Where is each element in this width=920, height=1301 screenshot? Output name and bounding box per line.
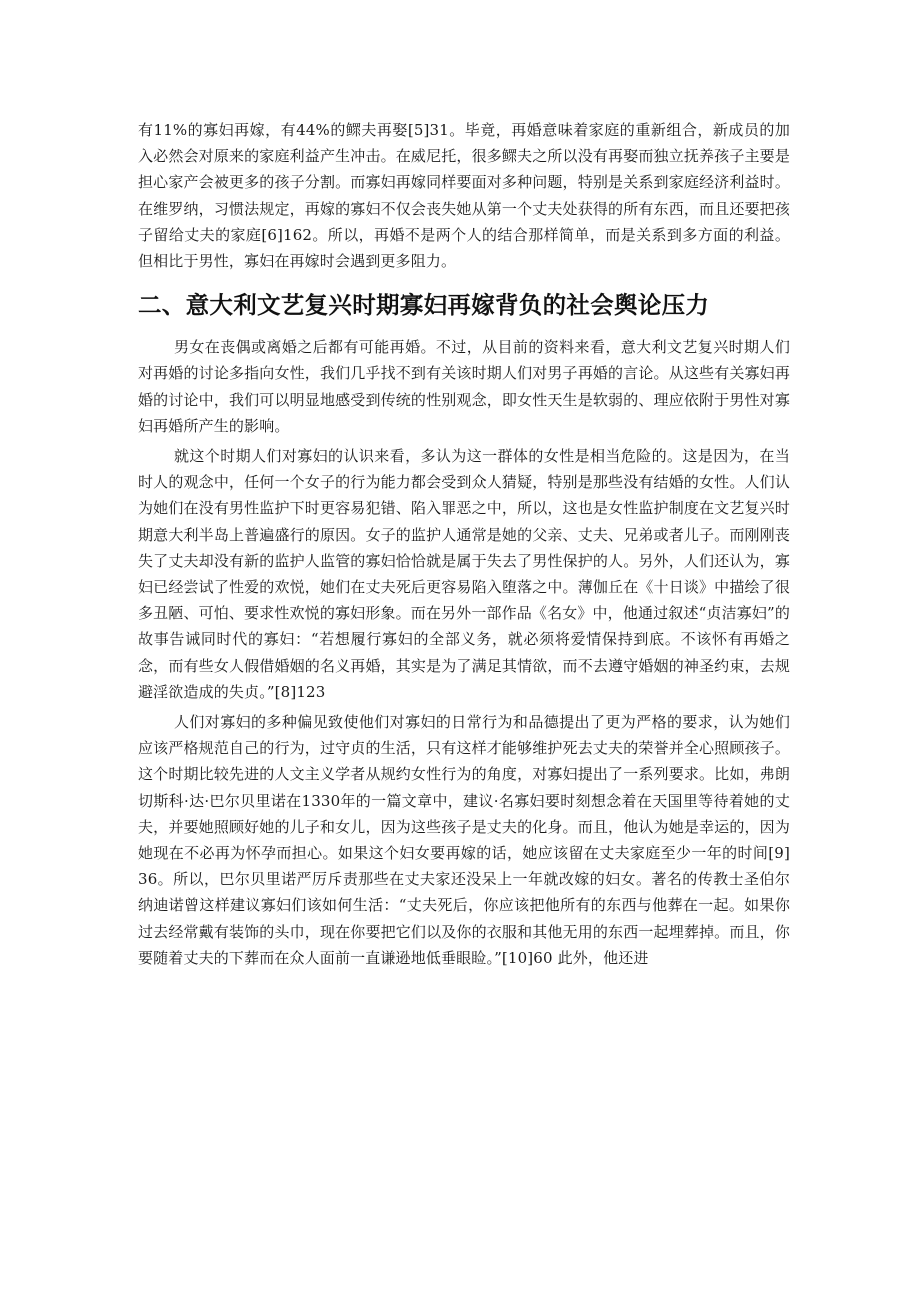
paragraph-widow-requirements: 人们对寡妇的多种偏见致使他们对寡妇的日常行为和品德提出了更为严格的要求，认为她们应该严格规范自己的行为，过守贞的生活，只有这样才能够维护死去丈夫的荣誉并全心照顾孩子。这个时期比较先进的人文主义学者从规约女性行为的角度，对寡妇提出了一系列要求。比如，弗朗切斯科·达·巴尔贝里诺在1330年的一篇文章中，建议·名寡妇要时刻想念着在天国里等待着她的丈夫，并要她照顾好她的儿子和女儿，因为这些孩子是丈夫的化身。而且，他认为她是幸运的，因为她现在不必再为怀孕而担心。如果这个妇女要再嫁的话，她应该留在丈夫家庭至少一年的时间[9]36。所以，巴尔贝里诺严厉斥责那些在丈夫家还没呆上一年就改嫁的妇女。著名的传教士圣伯尔纳迪诺曾这样建议寡妇们该如何生活：“丈夫死后，你应该把他所有的东西与他葬在一起。如果你过去经常戴有装饰的头巾，现在你要把它们以及你的衣服和其他无用的东西一起埋葬掉。而且，你要随着丈夫的下葬而在众人面前一直谦逊地低垂眼睑。”[10]60 此外，他还进: [138, 713, 790, 967]
section-heading: 二、意大利文艺复兴时期寡妇再嫁背负的社会舆论压力: [138, 291, 710, 320]
article-body: [138, 117, 790, 971]
paragraph-continued: 有11%的寡妇再嫁，有44%的鳏夫再娶[5]31。毕竟，再婚意味着家庭的重新组合，新成员的加入必然会对原来的家庭利益产生冲击。在威尼托，很多鳏夫之所以没有再娶而独立抚养孩子主要是担心家产会被更多的孩子分割。而寡妇再嫁同样要面对多种问题，特别是关系到家庭经济利益时。在维罗纳，习惯法规定，再嫁的寡妇不仅会丧失她从第一个丈夫处获得的所有东西，而且还要把孩子留给丈夫的家庭[6]162。所以，再婚不是两个人的结合那样简单，而是关系到多方面的利益。但相比于男性，寡妇在再嫁时会遇到更多阻力。: [138, 121, 790, 271]
paragraph-widow-perception: 就这个时期人们对寡妇的认识来看，多认为这一群体的女性是相当危险的。这是因为，在当时人的观念中，任何一个女子的行为能力都会受到众人猜疑，特别是那些没有结婚的女性。人们认为她们在没有男性监护下时更容易犯错、陷入罪恶之中，所以，这也是女性监护制度在文艺复兴时期意大利半岛上普遍盛行的原因。女子的监护人通常是她的父亲、丈夫、兄弟或者儿子。而刚刚丧失了丈夫却没有新的监护人监管的寡妇恰恰就是属于失去了男性保护的人。另外，人们还认为，寡妇已经尝试了性爱的欢悦，她们在丈夫死后更容易陷入堕落之中。薄伽丘在《十日谈》中描绘了很多丑陋、可怕、要求性欢悦的寡妇形象。而在另外一部作品《名女》中，他通过叙述“贞洁寡妇”的故事告诫同时代的寡妇：“若想履行寡妇的全部义务，就必须将爱情保持到底。不该怀有再婚之念，而有些女人假借婚姻的名义再婚，其实是为了满足其情欲，而不去遵守婚姻的神圣约束，去规避淫欲造成的失贞。”[8]123: [138, 447, 790, 701]
paragraph-remarriage-discussion: 男女在丧偶或离婚之后都有可能再婚。不过，从目前的资料来看，意大利文艺复兴时期人们对再婚的讨论多指向女性，我们几乎找不到有关该时期人们对男子再婚的言论。从这些有关寡妇再婚的讨论中，我们可以明显地感受到传统的性别观念，即女性天生是软弱的、理应依附于男性对寡妇再婚所产生的影响。: [138, 338, 790, 435]
